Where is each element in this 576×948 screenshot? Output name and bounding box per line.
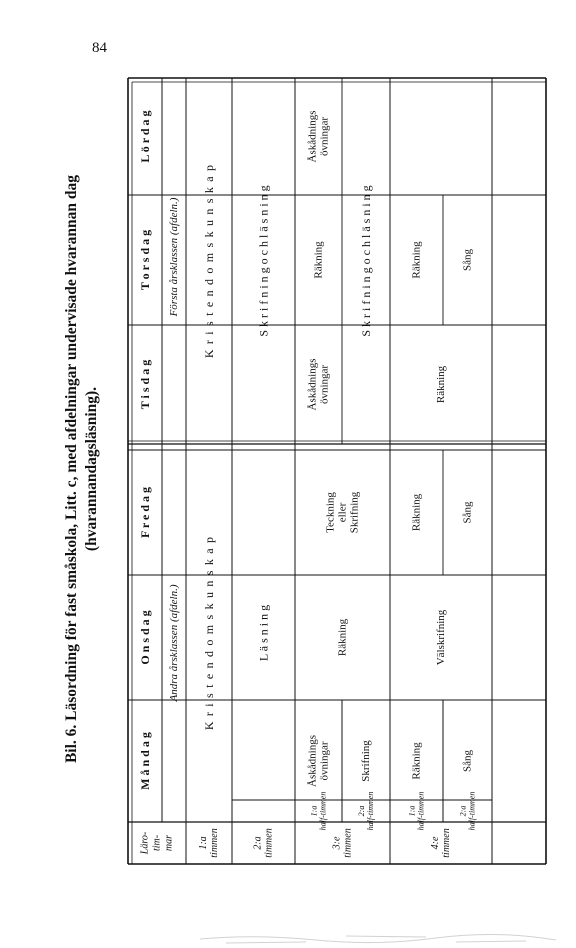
hour-label-h4: 4:e <box>430 836 441 850</box>
half-hour-label-1: half-timmen <box>366 791 375 831</box>
class-label-forsta: Första årsklassen (afdeln.) <box>168 197 180 317</box>
cell-askadning-tis: övningar <box>318 364 331 405</box>
day-header-1: O n s d a g <box>138 610 152 665</box>
cell-rakning-tis: Räkning <box>435 365 447 404</box>
cell-skrifning-lasning-forsta-2: S k r i f n i n g o c h l ä s n i n g <box>256 185 271 337</box>
hour-label-h4: timmen <box>441 828 452 858</box>
caption-title: Läsordning för fast småskola, Litt. c, med afdelningar undervisade hvarannan dag <box>63 174 80 721</box>
corner-header: tim- <box>151 834 163 852</box>
cell-teckning-fre: Teckning <box>324 492 337 533</box>
cell-teckning-fre: eller <box>336 502 349 523</box>
half-hour-label-1: 2:a <box>357 805 366 817</box>
corner-header: mar <box>163 834 175 852</box>
caption-subtitle: (hvarannandagsläsning). <box>83 386 100 552</box>
caption-label: Bil. 6. <box>63 724 80 764</box>
hour-label-h3: timmen <box>342 828 354 858</box>
cell-sang-fre: Sång <box>461 501 474 524</box>
page-number: 84 <box>92 40 107 56</box>
hour-label-h2: 2:a <box>252 836 264 850</box>
day-header-5: L ö r d a g <box>138 110 152 163</box>
cell-askadning-tis: Åskådnings <box>306 358 319 411</box>
cell-askadning-man: övningar <box>318 741 331 781</box>
cell-valskrifning-ons: Välskrifning <box>435 609 447 666</box>
cell-rakning-tor: Räkning <box>312 241 325 279</box>
cell-sang-man: Sång <box>461 750 474 772</box>
half-hour-label-3: 2:a <box>458 805 468 817</box>
hour-label-h3: 3:e <box>331 836 343 850</box>
hour-label-h1: timmen <box>209 828 220 858</box>
class-label-andra: Andra årsklassen (afdeln.) <box>168 584 180 702</box>
cell-kristendom-forsta: K r i s t e n d o m s k u n s k a p <box>202 163 216 359</box>
cell-askadning-man: Åskådnings <box>306 735 319 787</box>
cell-teckning-fre: Skrifning <box>348 491 361 534</box>
cell-rakning-ons: Räkning <box>336 618 349 657</box>
day-header-3: T i s d a g <box>138 359 152 410</box>
cell-rakning-man: Räkning <box>410 742 423 780</box>
corner-header: Läro- <box>139 831 151 855</box>
cell-askadning-lor: övningar <box>318 116 331 157</box>
cell-sang-tor: Sång <box>461 249 474 271</box>
half-hour-label-2: half-timmen <box>416 791 426 831</box>
cell-rakning-tor-4: Räkning <box>410 241 423 279</box>
cell-lasning-andra: L ä s n i n g <box>256 604 271 662</box>
cell-askadning-lor: Åskådnings <box>306 110 319 163</box>
cell-kristendom-andra: K r i s t e n d o m s k u n s k a p <box>202 535 216 731</box>
day-header-4: T o r s d a g <box>138 229 152 291</box>
day-header-2: F r e d a g <box>138 487 152 538</box>
day-header-0: M å n d a g <box>138 732 152 790</box>
half-hour-label-2: 1:a <box>407 805 417 817</box>
half-hour-label-0: half-timmen <box>318 791 328 831</box>
scan-edge-mark <box>196 932 576 946</box>
cell-skrifning-lasning-forsta-3: S k r i f n i n g o c h l ä s n i n g <box>359 185 373 337</box>
hour-label-h2: timmen <box>263 828 275 858</box>
cell-skrifning-man: Skrifning <box>360 740 372 782</box>
cell-rakning-fre: Räkning <box>410 493 423 532</box>
hour-label-h1: 1:a <box>198 836 209 850</box>
half-hour-label-0: 1:a <box>309 805 319 817</box>
half-hour-label-3: half-timmen <box>467 791 477 831</box>
